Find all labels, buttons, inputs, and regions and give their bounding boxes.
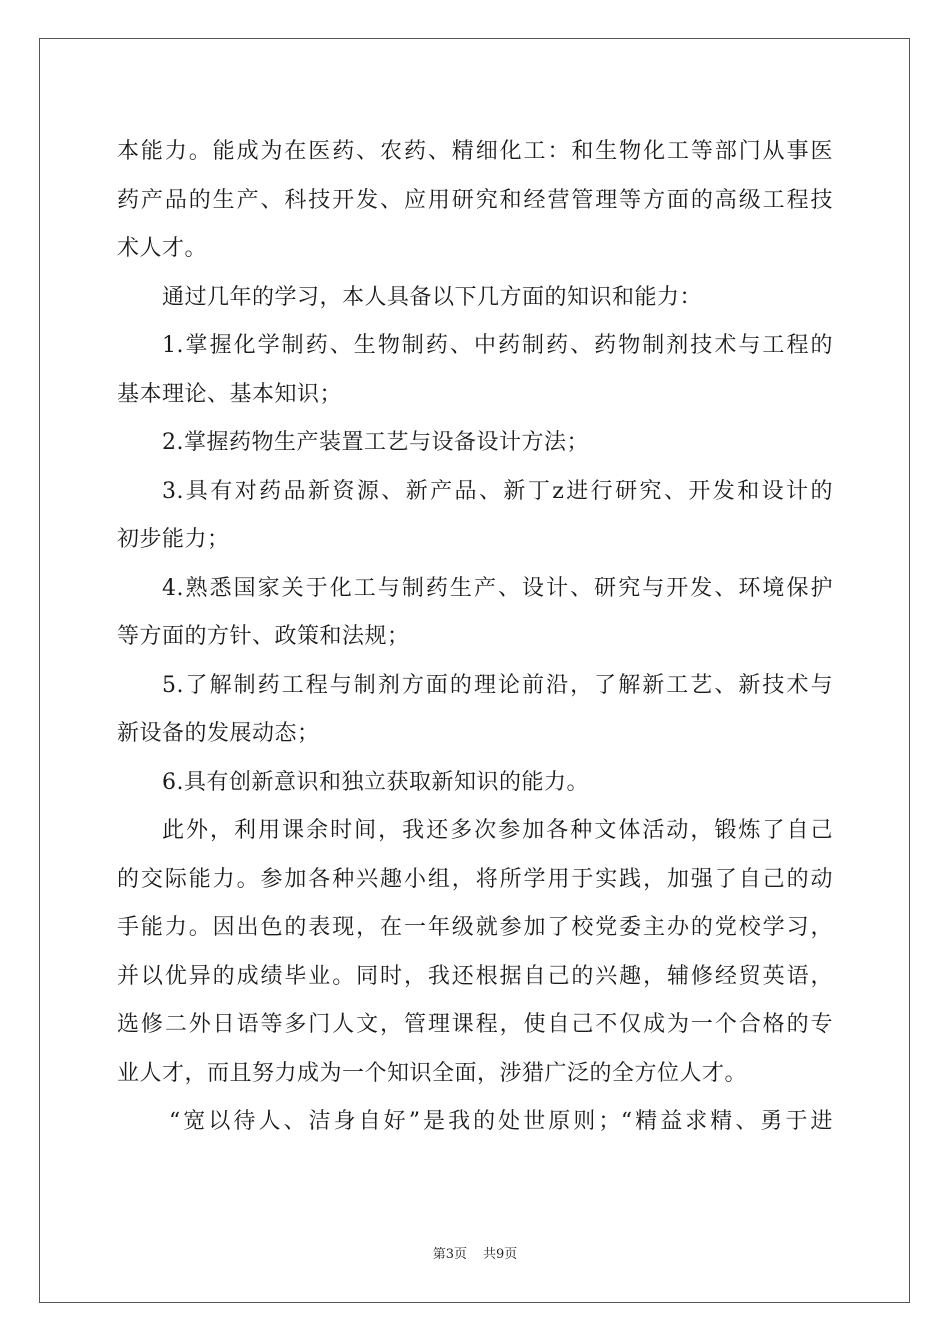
list-item-3: 3.具有对药品新资源、新产品、新丁z进行研究、开发和设计的 [162,478,833,504]
text-line: 手能力。因出色的表现，在一年级就参加了校党委主办的党校学习， [117,915,833,940]
text-line: 药产品的生产、科技开发、应用研究和经营管理等方面的高级工程技 [117,187,833,213]
page-footer [0,1243,950,1262]
text-line: 的交际能力。参加各种兴趣小组，将所学用于实践，加强了自己的动 [117,866,833,892]
text-line: 并以优异的成绩毕业。同时，我还根据自己的兴趣，辅修经贸英语， [117,963,833,989]
text-line: 本能力。能成为在医药、农药、精细化工：和生物化工等部门从事医 [117,139,833,164]
document-body [117,128,833,1147]
text-line: 初步能力； [117,527,230,552]
text-line: 选修二外日语等多门人文，管理课程，使自己不仅成为一个合格的专 [117,1012,833,1037]
list-item-1: 1.掌握化学制药、生物制药、中药制药、药物制剂技术与工程的 [162,333,833,358]
text-line: 新设备的发展动态； [117,721,320,746]
text-line: “宽以待人、洁身自好”是我的处世原则；“精益求精、勇于进 [169,1109,833,1134]
list-item-4: 4.熟悉国家关于化工与制药生产、设计、研究与开发、环境保护 [162,575,833,601]
list-item-5: 5.了解制药工程与制剂方面的理论前沿，了解新工艺、新技术与 [162,672,833,698]
text-line: 等方面的方针、政策和法规； [117,624,410,649]
list-item-2: 2.掌握药物生产装置工艺与设备设计方法； [162,430,589,455]
text-line: 基本理论、基本知识； [117,381,343,407]
list-item-6: 6.具有创新意识和独立获取新知识的能力。 [162,769,589,795]
text-line: 通过几年的学习，本人具备以下几方面的知识和能力： [162,284,703,310]
page-total: 共9页 [483,1247,518,1262]
page-number: 第3页 [432,1247,467,1262]
text-line: 术人才。 [117,236,208,261]
text-line: 业人才，而且努力成为一个知识全面，涉猎广泛的全方位人才。 [117,1060,748,1086]
text-line: 此外，利用课余时间，我还多次参加各种文体活动，锻炼了自己 [162,818,833,843]
